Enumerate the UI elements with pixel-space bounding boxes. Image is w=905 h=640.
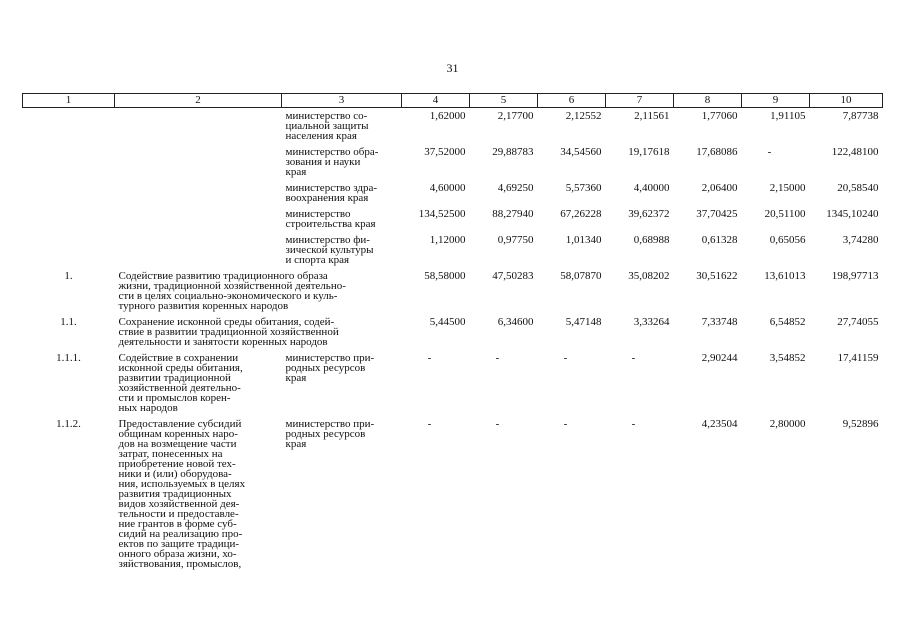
row-number-cell (23, 232, 115, 268)
row-number-cell (23, 180, 115, 206)
value-cell: - (631, 418, 636, 430)
value-cell: 4,23504 (701, 418, 738, 430)
activity-name-cell (115, 232, 282, 268)
value-cell: 13,61013 (764, 270, 806, 282)
value-cell: - (563, 418, 568, 430)
value-cell: 2,12552 (565, 110, 602, 122)
executor-cell: министерство при- родных ресурсов края (285, 352, 375, 384)
value-cell: 1,01340 (565, 234, 602, 246)
value-cell: - (495, 418, 500, 430)
value-cell: 0,97750 (497, 234, 534, 246)
value-cell: - (631, 352, 636, 364)
value-cell: 9,52896 (842, 418, 879, 430)
value-cell: 4,69250 (497, 182, 534, 194)
column-header: 10 (810, 94, 883, 108)
value-cell: 20,58540 (837, 182, 879, 194)
activity-name-cell (115, 108, 282, 145)
value-cell: 17,68086 (696, 146, 738, 158)
activity-name-cell (115, 206, 282, 232)
table-row (23, 416, 883, 572)
table-row (23, 350, 883, 416)
budget-table (22, 93, 883, 572)
table-row (23, 108, 883, 145)
table-row (23, 232, 883, 268)
column-header: 5 (470, 94, 538, 108)
value-cell: 58,07870 (560, 270, 602, 282)
activity-name-cell (115, 144, 282, 180)
row-number-cell: 1. (64, 270, 73, 282)
column-header: 9 (742, 94, 810, 108)
column-header: 8 (674, 94, 742, 108)
value-cell: 5,47148 (565, 316, 602, 328)
value-cell: 7,33748 (701, 316, 738, 328)
column-header: 2 (115, 94, 282, 108)
column-header: 7 (606, 94, 674, 108)
table-row (23, 180, 883, 206)
value-cell: - (495, 352, 500, 364)
value-cell: 0,68988 (633, 234, 670, 246)
table-row (23, 206, 883, 232)
value-cell: 3,54852 (769, 352, 806, 364)
value-cell: 37,70425 (696, 208, 738, 220)
value-cell: 134,52500 (418, 208, 466, 220)
executor-cell: министерство строительства края (285, 208, 376, 230)
value-cell: 34,54560 (560, 146, 602, 158)
value-cell: 6,54852 (769, 316, 806, 328)
value-cell: 30,51622 (696, 270, 738, 282)
value-cell: 47,50283 (492, 270, 534, 282)
row-number-cell: 1.1.2. (56, 418, 81, 430)
value-cell: 2,80000 (769, 418, 806, 430)
value-cell: 35,08202 (628, 270, 670, 282)
value-cell: - (427, 418, 432, 430)
activity-name-cell (115, 180, 282, 206)
value-cell: 3,33264 (633, 316, 670, 328)
table-row (23, 268, 883, 314)
row-number-cell (23, 108, 115, 145)
table-body (23, 108, 883, 573)
value-cell: 58,58000 (424, 270, 466, 282)
table-row (23, 144, 883, 180)
executor-cell: министерство фи- зической культуры и спорта края (285, 234, 374, 266)
value-cell: 6,34600 (497, 316, 534, 328)
column-header: 4 (402, 94, 470, 108)
column-header-row (23, 94, 883, 108)
value-cell: 29,88783 (492, 146, 534, 158)
value-cell: 1,91105 (770, 110, 806, 122)
value-cell: 0,65056 (769, 234, 806, 246)
column-header: 1 (23, 94, 115, 108)
value-cell: 2,06400 (701, 182, 738, 194)
value-cell: 2,15000 (769, 182, 806, 194)
value-cell: 122,48100 (831, 146, 879, 158)
value-cell: 37,52000 (424, 146, 466, 158)
value-cell: 1,12000 (429, 234, 466, 246)
value-cell: 1345,10240 (826, 208, 879, 220)
value-cell: 7,87738 (842, 110, 879, 122)
value-cell: 2,17700 (497, 110, 534, 122)
row-number-cell: 1.1. (60, 316, 77, 328)
value-cell: 19,17618 (628, 146, 670, 158)
value-cell: 88,27940 (492, 208, 534, 220)
value-cell: 0,61328 (701, 234, 738, 246)
column-header: 3 (282, 94, 402, 108)
value-cell: 17,41159 (837, 352, 879, 364)
value-cell: 1,77060 (701, 110, 738, 122)
value-cell: 4,40000 (633, 182, 670, 194)
value-cell: 20,51100 (764, 208, 806, 220)
value-cell: 1,62000 (429, 110, 466, 122)
row-number-cell (23, 144, 115, 180)
value-cell: - (563, 352, 568, 364)
value-cell: 3,74280 (842, 234, 879, 246)
value-cell: - (767, 146, 772, 158)
value-cell: 2,90244 (701, 352, 738, 364)
activity-name-cell: Содействие в сохранении исконной среды обитания, развитии традиционной хозяйственной деятельно- сти и промыслов корен- ных народов (118, 352, 243, 414)
table-row (23, 314, 883, 350)
value-cell: 27,74055 (837, 316, 879, 328)
value-cell: 198,97713 (831, 270, 879, 282)
executor-cell: министерство со- циальной защиты населения края (285, 110, 369, 142)
row-number-cell (23, 206, 115, 232)
value-cell: 4,60000 (429, 182, 466, 194)
value-cell: - (427, 352, 432, 364)
activity-name-cell: Сохранение исконной среды обитания, содей- ствие в развитии традиционной хозяйственной деятельности и занятости коренных народов (118, 316, 339, 348)
value-cell: 39,62372 (628, 208, 670, 220)
column-header: 6 (538, 94, 606, 108)
executor-cell: министерство обра- зования и науки края (285, 146, 379, 178)
row-number-cell: 1.1.1. (56, 352, 81, 364)
activity-name-cell: Предоставление субсидий общинам коренных наро- дов на возмещение части затрат, понесенных на приобретение новой тех- ники и (или) оборудова- ния, используемых в целях развития традиционных видов хозяйственной дея- тельности и предоставле- ние грантов в форме суб- сидий на реализацию про- ектов по защите традици- онного образа жизни, хо- зяйствования, промыслов, (118, 418, 246, 570)
executor-cell: министерство здра- воохранения края (285, 182, 378, 204)
value-cell: 5,57360 (565, 182, 602, 194)
value-cell: 2,11561 (634, 110, 670, 122)
page-number: 31 (446, 61, 459, 75)
executor-cell: министерство при- родных ресурсов края (285, 418, 375, 450)
value-cell: 5,44500 (429, 316, 466, 328)
activity-name-cell: Содействие развитию традиционного образа жизни, традиционной хозяйственной деятельно- сти в целях социально-экономического и куль- турного развития коренных народов (118, 270, 346, 312)
value-cell: 67,26228 (560, 208, 602, 220)
